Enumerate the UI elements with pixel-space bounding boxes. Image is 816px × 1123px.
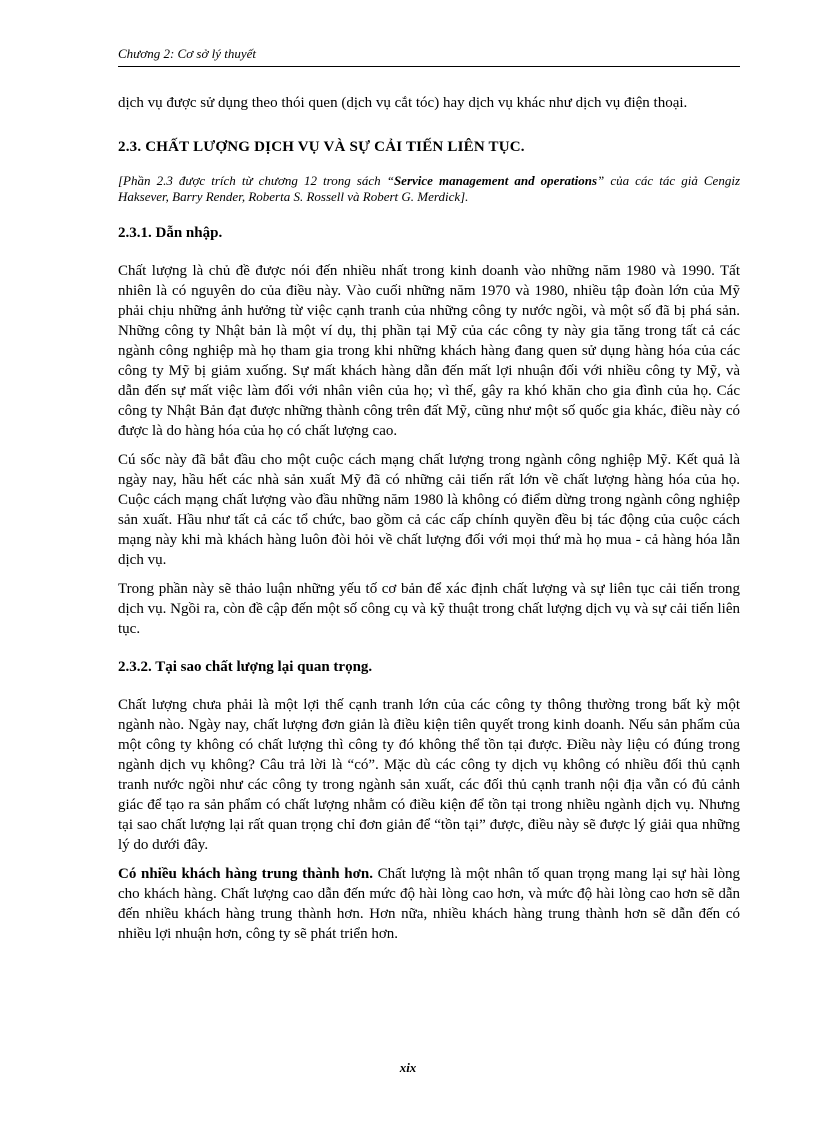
chapter-header: Chương 2: Cơ sở lý thuyết xyxy=(118,46,257,61)
source-book-title: Service management and operations xyxy=(393,173,598,188)
section-2-3-2-title: 2.3.2. Tại sao chất lượng lại quan trọng. xyxy=(118,659,373,675)
paragraph-lead-heading: Có nhiều khách hàng trung thành hơn. xyxy=(118,866,374,882)
body-paragraph: Trong phần này sẽ thảo luận những yếu tố cơ bản để xác định chất lượng và sự liên tục cải tiến trong dịch vụ. Ngồi ra, còn đề cập đến một số công cụ và kỹ thuật trong chất lượng dịch vụ và sự cải tiến liên tục. xyxy=(118,581,740,637)
source-note-prefix: [Phần 2.3 được trích từ chương 12 trong sách “ xyxy=(118,173,394,188)
page-body xyxy=(118,93,740,944)
paragraph-lead-text: Chất lượng là một nhân tố quan trọng mang lại sự hài lòng cho khách hàng. Chất lượng cao dẫn đến mức độ hài lòng cao hơn, và mức độ hài lòng cao hơn sẽ dẫn đến nhiều khách hàng trung thành hơn. Hơn nữa, nhiều khách hàng trung thành hơn sẽ dẫn đến có nhiều lợi nhuận hơn, công ty sẽ phát triển hơn. xyxy=(118,866,740,942)
section-2-3-title: 2.3. CHẤT LƯỢNG DỊCH VỤ VÀ SỰ CẢI TIẾN LIÊN TỤC. xyxy=(118,139,525,155)
intro-paragraph: dịch vụ được sử dụng theo thói quen (dịch vụ cắt tóc) hay dịch vụ khác như dịch vụ điện thoại. xyxy=(118,95,688,111)
body-paragraph: Cú sốc này đã bắt đầu cho một cuộc cách mạng chất lượng trong ngành công nghiệp Mỹ. Kết quả là ngày nay, hầu hết các nhà sản xuất Mỹ đã có những cải tiến rất lớn về chất lượng hàng hóa của họ. Cuộc cách mạng chất lượng vào đầu những năm 1980 là không có điểm dừng trong ngành công nghiệp sản xuất. Hầu như tất cả các tổ chức, bao gồm cả các cấp chính quyền đều bị tác động của cuộc cách mạng này khi mà khách hàng luôn đòi hỏi về chất lượng đối với mọi thứ mà họ mua - cả hàng hóa lẫn dịch vụ. xyxy=(118,452,740,568)
source-note-suffix: ” của các tác giả Cengiz Haksever, Barry Render, Roberta S. Rossell và Robert G. Merdick]. xyxy=(118,173,740,204)
source-note xyxy=(118,173,740,205)
body-paragraph: Chất lượng là chủ đề được nói đến nhiều nhất trong kinh doanh vào những năm 1980 và 1990. Tất nhiên là có nguyên do của điều này. Vào cuối những năm 1970 và 1980, nhiều tập đoàn lớn của Mỹ phải chịu những ảnh hưởng từ việc cạnh tranh của những công ty nước ngồi, và một số đã bị phá sản. Những công ty Nhật bản là một ví dụ, thị phần tại Mỹ của các công ty này gia tăng trong tất cả các ngành công nghiệp mà họ tham gia trong khi những khách hàng đang quen sử dụng hàng hóa của các công ty Mỹ bị giảm xuống. Sự mất khách hàng dẫn đến mất lợi nhuận đối với nhiều công ty Mỹ, và dẫn đến sự mất việc làm đối với nhân viên của họ; vì thế, gây ra khó khăn cho gia đình của họ. Các công ty Nhật Bản đạt được những thành công trên đất Mỹ, cũng như một số quốc gia khác, điều này có được là do hàng hóa của họ có chất lượng cao. xyxy=(118,263,740,439)
loyal-customers-paragraph xyxy=(118,864,740,944)
page-number: xix xyxy=(399,1060,417,1075)
body-paragraph: Chất lượng chưa phải là một lợi thế cạnh tranh lớn của các công ty thông thường trong bất kỳ một ngành nào. Ngày nay, chất lượng đơn giản là điều kiện tiên quyết trong kinh doanh. Nếu sản phẩm của một công ty không có chất lượng thì công ty đó không thể tồn tại được. Điều này liệu có đúng trong ngành dịch vụ không? Câu trả lời là “có”. Mặc dù các công ty dịch vụ không có nhiều đối thủ cạnh tranh nước ngồi như các công ty trong ngành sản xuất, các đối thủ cạnh tranh nội địa vẫn có đủ cảnh giác để tạo ra sản phẩm có chất lượng nhằm có điều kiện để tồn tại trong nhiều ngành dịch vụ. Nhưng tại sao chất lượng lại rất quan trọng chỉ đơn giản để “tồn tại” được, điều này sẽ được lý giải qua những lý do dưới đây. xyxy=(118,697,740,853)
header-divider xyxy=(118,66,740,67)
section-2-3-1-title: 2.3.1. Dẫn nhập. xyxy=(118,225,223,241)
